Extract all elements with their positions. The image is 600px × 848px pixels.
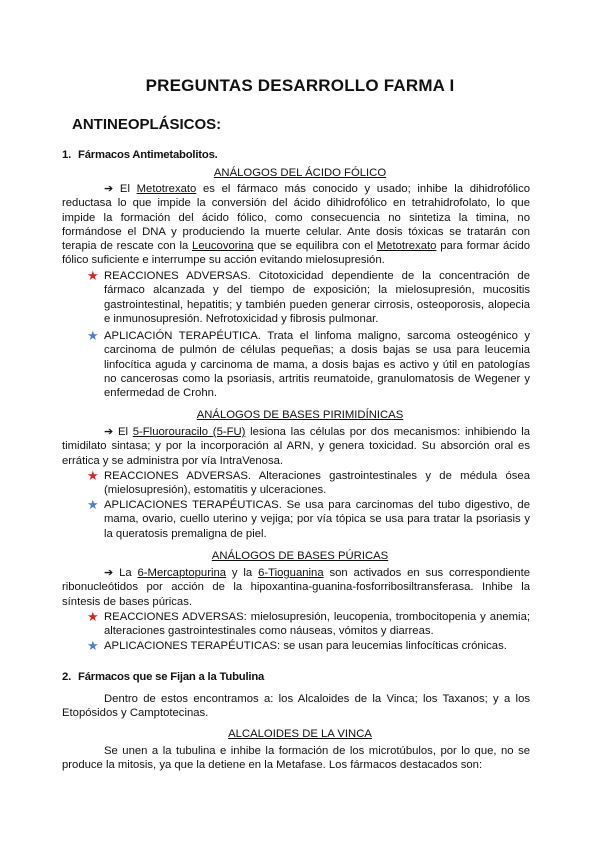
star-icon-blue: ★ [87, 638, 99, 653]
purine-therapeutic-item: ★ APLICACIONES TERAPÉUTICAS: se usan para leucemias linfocíticas crónicas. [87, 638, 507, 653]
section-heading: ANTINEOPLÁSICOS: [72, 116, 222, 133]
vinca-paragraph: Se unen a la tubulina e inhibe la formación de los microtúbulos, por lo que, no se produce la mitosis, ya que la detiene en la Metafase. Los fármacos destacados son: [62, 745, 530, 772]
drug-metotrexato: Metotrexato [136, 183, 197, 195]
tubulin-intro-paragraph: Dentro de estos encontramos a: los Alcaloides de la Vinca; los Taxanos; y a los Etopósidos y Camptotecinas. [62, 693, 530, 720]
subsection-2-label: Fármacos que se Fijan a la Tubulina [78, 671, 265, 683]
folic-heading: ANÁLOGOS DEL ÁCIDO FÓLICO [213, 167, 387, 179]
drug-6-tioguanina: 6-Tioguanina [258, 567, 324, 579]
subsection-2-number: 2. [62, 671, 72, 683]
drug-5-fluorouracilo: 5-Fluorouracilo (5-FU) [132, 426, 246, 438]
star-icon-red: ★ [87, 609, 99, 624]
purine-adverse-item: ★ REACCIONES ADVERSAS: mielosupresión, leucopenia, trombocitopenia y anemia; alteraciones gastrointestinales como náuseas, vómitos y diarreas. [87, 609, 530, 638]
star-icon-red: ★ [87, 268, 99, 283]
pyrimidine-paragraph: ➔ El 5-Fluorouracilo (5-FU) lesiona las células por dos mecanismos: inhibiendo la timidilato sintasa; y por la incorporación al ARN, y genera toxicidad. Su absorción oral es errática y se administra por vía IntraVenosa. [62, 426, 531, 467]
pyrimidine-adverse-item: ★ REACCIONES ADVERSAS. Alteraciones gastrointestinales y de médula ósea (mielosupresión), estomatitis y ulceraciones. [87, 468, 530, 497]
subsection-2-heading [62, 671, 264, 683]
purine-heading: ANÁLOGOS DE BASES PÚRICAS [211, 550, 389, 562]
drug-6-mercaptopurina: 6-Mercaptopurina [137, 567, 227, 579]
pyrimidine-therapeutic-item: ★ APLICACIONES TERAPÉUTICAS. Se usa para carcinomas del tubo digestivo, de mama, ovario, cuello uterino y vejiga; por vía tópica se usa para tratar la psoriasis y la queratosis premaligna de piel. [87, 497, 530, 540]
star-icon-red: ★ [87, 468, 99, 483]
purine-paragraph: ➔ La 6-Mercaptopurina y la 6-Tioguanina son activados en sus correspondiente ribonucleótidos por acción de la hipoxantina-guanina-fosforribosiltransferasa. Inhibe la síntesis de bases púricas. [62, 567, 530, 608]
folic-adverse-item: ★ REACCIONES ADVERSAS. Citotoxicidad dependiente de la concentración de fármaco alcanzada y del tiempo de exposición; la mielosupresión, mucositis gastrointestinal, hepatitis; y también pueden generar cirrosis, osteoporosis, alopecia e inmunosupresión. Nefrotoxicidad y fibrosis pulmonar. [87, 268, 530, 325]
drug-leucovorina: Leucovorina [192, 240, 254, 253]
subsection-1-label: Fármacos Antimetabolitos. [78, 149, 218, 161]
folic-paragraph: ➔ El Metotrexato es el fármaco más conocido y usado; inhibe la dihidrofólico reductasa lo que impide la conversión del ácido dihidrofólico en tetrahidrofolato, lo que impide la formación del ácido fólico, como consecuencia no sintetiza la timina, no formándose el DNA y produciendo la muerte celular. Ante dosis tóxicas se tratarán con terapia de rescate con la Leucovorina que se equilibra con el Metotrexato para formar ácido fólico suficiente e interrumpe su acción evitando mielosupresión. [62, 183, 531, 267]
pyrimidine-heading: ANÁLOGOS DE BASES PIRIMIDÍNICAS [196, 409, 404, 421]
arrow-icon: ➔ [104, 426, 114, 438]
drug-metotrexato-2: Metotrexato [376, 240, 437, 253]
arrow-icon: ➔ [104, 567, 114, 579]
folic-therapeutic-item: ★ APLICACIÓN TERAPÉUTICA. Trata el linfoma maligno, sarcoma osteogénico y carcinoma de pulmón de células pequeñas; a dosis bajas se usa para leucemia linfocítica aguda y carcinoma de mama, a dosis bajas es activo y útil en patologías no cancerosas como la psoriasis, artritis reumatoide, granulomatosis de Wegener y enfermedad de Crohn. [87, 328, 530, 400]
vinca-heading: ALCALOIDES DE LA VINCA [228, 728, 372, 740]
subsection-1-number: 1. [62, 149, 72, 161]
star-icon-blue: ★ [87, 328, 99, 343]
star-icon-blue: ★ [87, 497, 99, 512]
arrow-icon: ➔ [104, 183, 114, 195]
subsection-1-heading [62, 149, 218, 161]
page-title: PREGUNTAS DESARROLLO FARMA I [145, 76, 455, 95]
